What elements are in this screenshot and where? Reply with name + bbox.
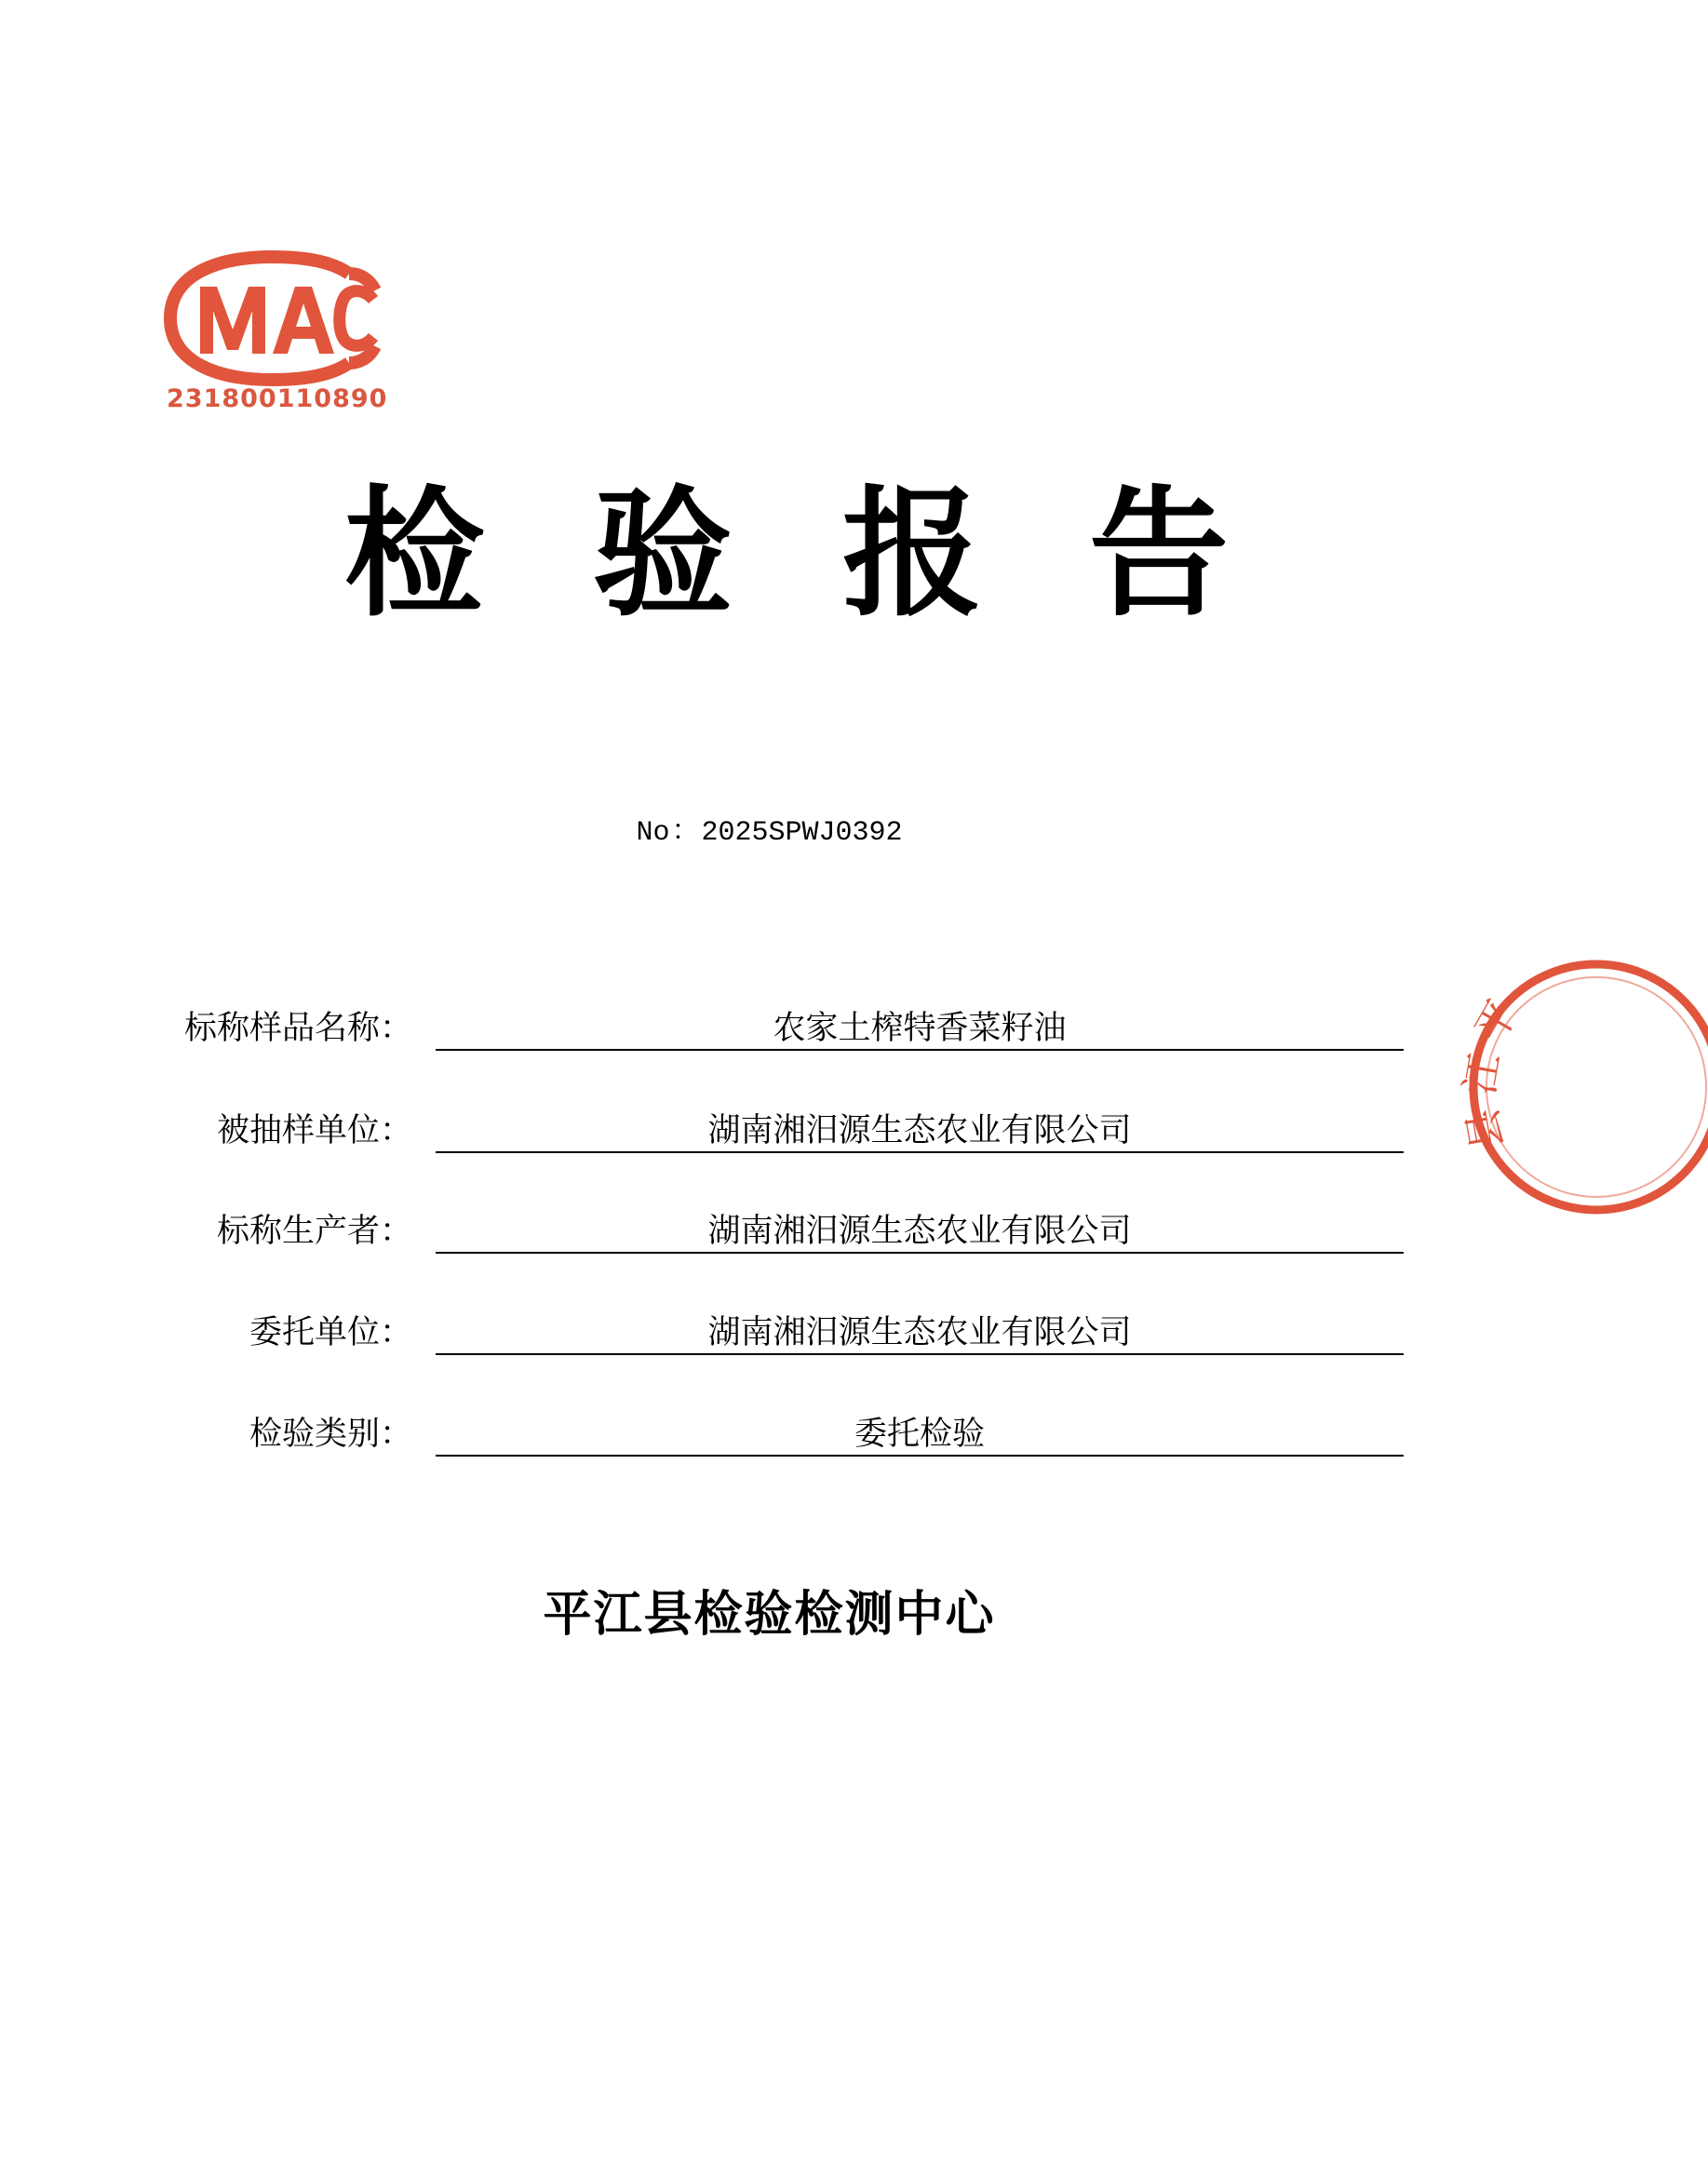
field-value: 湖南湘汨源生态农业有限公司 xyxy=(707,1314,1132,1351)
seal-icon xyxy=(1456,949,1708,1229)
field-label: 委托单位： xyxy=(249,1314,412,1351)
field-value: 湖南湘汨源生态农业有限公司 xyxy=(707,1213,1132,1250)
field-label: 标称样品名称： xyxy=(183,1010,412,1047)
svg-text:平: 平 xyxy=(1466,991,1528,1052)
field-underline xyxy=(436,1203,1404,1254)
field-underline xyxy=(436,1103,1404,1153)
field-label: 标称生产者： xyxy=(216,1213,412,1250)
field-underline xyxy=(436,1406,1404,1457)
field-row-sampled-unit xyxy=(0,1103,1539,1159)
official-seal-stamp xyxy=(1456,949,1539,1229)
field-row-sample-name xyxy=(0,1001,1539,1056)
cma-number: 231800110890 xyxy=(167,384,388,413)
report-number-label: No xyxy=(636,817,670,849)
field-value: 委托检验 xyxy=(854,1416,985,1453)
report-number-value: 2025SPWJ0392 xyxy=(701,817,903,849)
field-row-manufacturer xyxy=(0,1203,1539,1259)
report-number-separator: ： xyxy=(671,817,700,849)
field-label: 检验类别： xyxy=(249,1416,412,1453)
field-value: 农家土榨特香菜籽油 xyxy=(773,1010,1067,1047)
title-char: 检 xyxy=(343,472,484,636)
field-underline xyxy=(436,1001,1404,1051)
field-value: 湖南湘汨源生态农业有限公司 xyxy=(707,1112,1132,1149)
title-char: 验 xyxy=(592,472,733,636)
title-char: 报 xyxy=(841,472,982,636)
field-underline xyxy=(436,1305,1404,1355)
svg-text:江: 江 xyxy=(1456,1049,1511,1098)
report-title xyxy=(0,472,1539,636)
issuing-organization: 平江县检验检测中心 xyxy=(543,1586,996,1643)
field-label: 被抽样单位： xyxy=(216,1112,412,1149)
svg-text:县: 县 xyxy=(1459,1105,1513,1154)
report-number xyxy=(0,814,1539,852)
cma-certification-mark xyxy=(163,253,388,416)
cma-logo-icon xyxy=(163,253,382,383)
field-row-inspection-type xyxy=(0,1406,1539,1462)
field-row-client xyxy=(0,1305,1539,1361)
title-char: 告 xyxy=(1088,472,1229,636)
